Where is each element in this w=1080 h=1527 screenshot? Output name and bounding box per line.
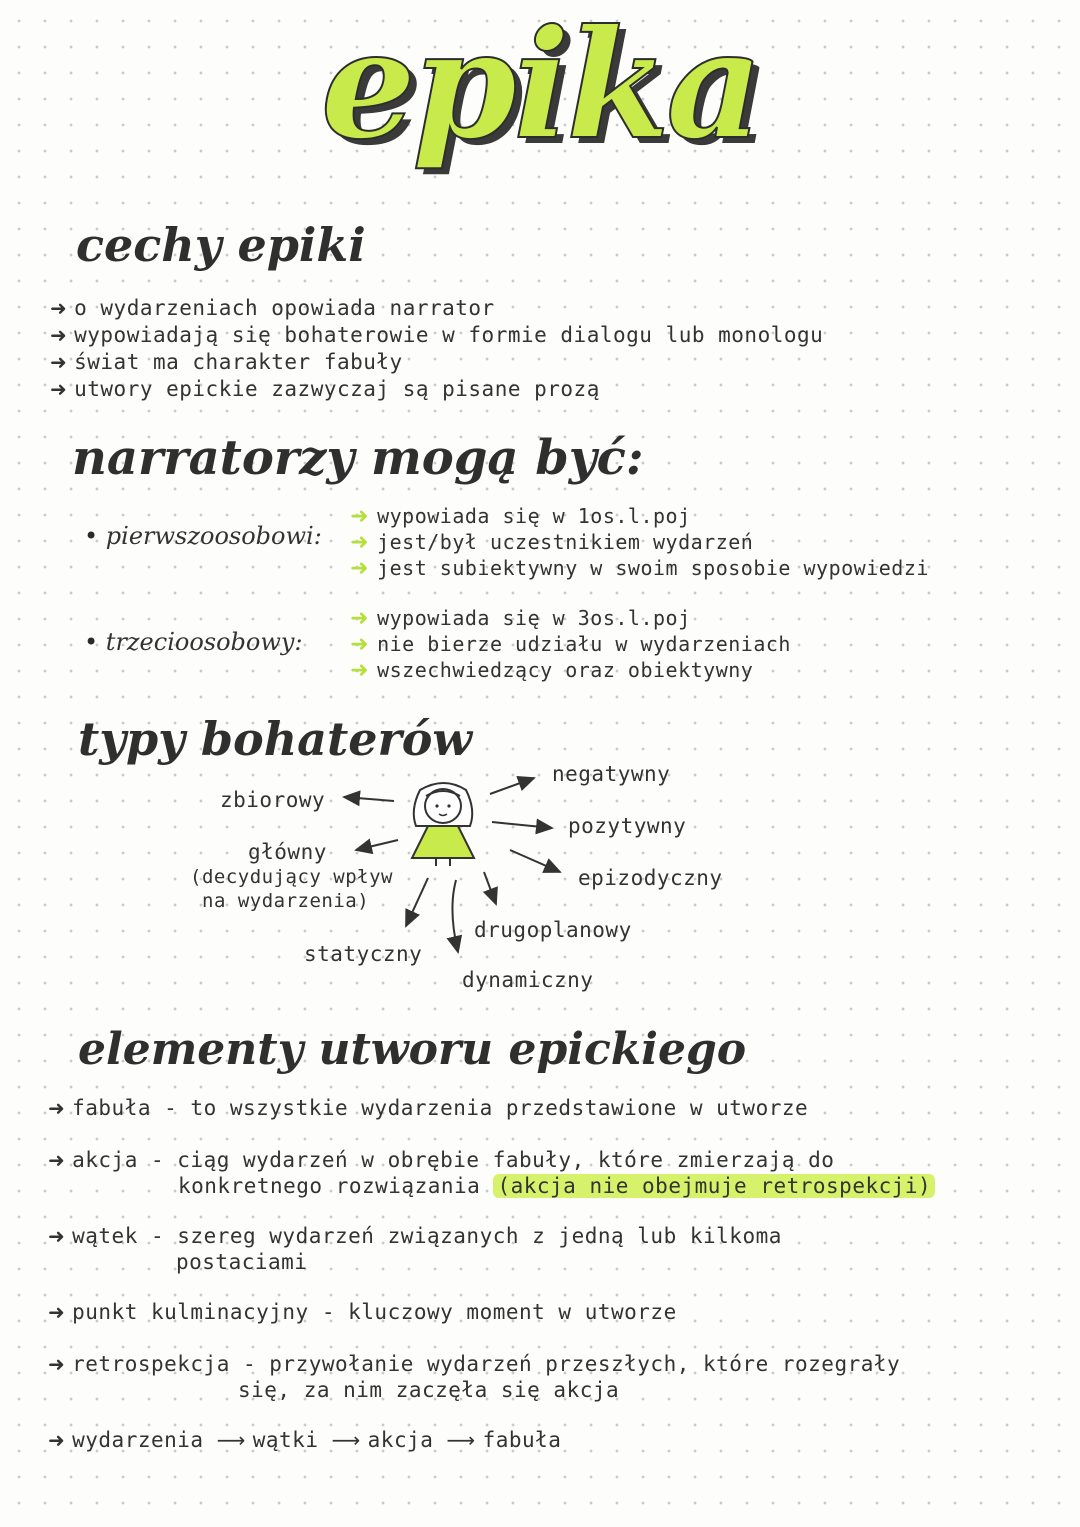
element-term: wątek	[72, 1224, 138, 1248]
narrator-first-label: pierwszoosobowi:	[105, 522, 322, 550]
element-term: fabuła	[72, 1096, 151, 1120]
elements-heading: elementy utworu epickiego	[78, 1024, 747, 1075]
element-akcja-cont: konkretnego rozwiązania (akcja nie obejmuje retrospekcji)	[178, 1174, 935, 1198]
element-term: punkt kulminacyjny	[72, 1300, 309, 1324]
chain-item: wydarzenia	[72, 1428, 204, 1452]
list-item: ➜ jest subiektywny w swoim sposobie wypowiedzi	[350, 556, 929, 581]
element-definition: - przywołanie wydarzeń przeszłych, które rozegrały	[243, 1352, 901, 1376]
narrators-heading: narratorzy mogą być:	[72, 430, 644, 486]
element-definition: - ciąg wydarzeń w obrębie fabuły, które zmierzają do	[151, 1148, 835, 1172]
highlight-note: (akcja nie obejmuje retrospekcji)	[493, 1174, 935, 1198]
character-icon	[412, 783, 474, 866]
chain-item: fabuła	[482, 1428, 562, 1452]
element-watek: ➜ wątek - szereg wydarzeń związanych z jedną lub kilkoma	[48, 1224, 782, 1248]
hero-type-episodic: epizodyczny	[578, 866, 723, 890]
hero-type-negative: negatywny	[552, 762, 671, 786]
hero-type-secondary: drugoplanowy	[474, 918, 632, 942]
features-heading: cechy epiki	[76, 218, 366, 272]
element-chain: ➜ wydarzenia ⟶ wątki ⟶ akcja ⟶ fabuła	[48, 1428, 562, 1452]
narrator-third-label: trzecioosobowy:	[105, 628, 303, 656]
heroes-heading: typy bohaterów	[78, 712, 473, 766]
element-definition: - szereg wydarzeń związanych z jedną lub kilkoma	[151, 1224, 782, 1248]
list-item: ➜ o wydarzeniach opowiada narrator	[50, 296, 495, 320]
element-retro: ➜ retrospekcja - przywołanie wydarzeń przeszłych, które rozegrały	[48, 1352, 901, 1376]
element-term: akcja	[72, 1148, 138, 1172]
hero-type-dynamic: dynamiczny	[462, 968, 594, 992]
hero-type-positive: pozytywny	[568, 814, 687, 838]
element-punkt: ➜ punkt kulminacyjny - kluczowy moment w utworze	[48, 1300, 677, 1324]
chain-item: akcja	[367, 1428, 434, 1452]
hero-type-static: statyczny	[304, 942, 423, 966]
list-item: ➜ wypowiada się w 1os.l.poj	[350, 504, 691, 529]
list-item: ➜ wypowiada się w 3os.l.poj	[350, 606, 691, 631]
hero-type-collective: zbiorowy	[220, 788, 326, 812]
hero-type-main: główny	[248, 840, 327, 864]
list-item: ➜ jest/był uczestnikiem wydarzeń	[350, 530, 754, 555]
narrator-first: • pierwszoosobowi:	[84, 522, 322, 550]
chain-item: wątki	[252, 1428, 319, 1452]
element-fabula: ➜ fabuła - to wszystkie wydarzenia przedstawione w utworze	[48, 1096, 809, 1120]
page-title: epika	[320, 0, 760, 173]
hero-type-main-note: na wydarzenia)	[202, 890, 370, 912]
element-akcja: ➜ akcja - ciąg wydarzeń w obrębie fabuły, które zmierzają do	[48, 1148, 835, 1172]
element-term: retrospekcja	[72, 1352, 230, 1376]
list-item: ➜ nie bierze udziału w wydarzeniach	[350, 632, 791, 657]
element-watek-cont: postaciami	[176, 1250, 308, 1274]
list-item: ➜ świat ma charakter fabuły	[50, 350, 403, 374]
narrator-third: • trzecioosobowy:	[84, 628, 303, 656]
list-item: ➜ wypowiadają się bohaterowie w formie dialogu lub monologu	[50, 323, 824, 347]
hero-type-main-note: (decydujący wpływ	[190, 866, 393, 888]
element-retro-cont: się, za nim zaczęła się akcja	[238, 1378, 620, 1402]
element-definition: - to wszystkie wydarzenia przedstawione w utworze	[164, 1096, 809, 1120]
list-item: ➜ utwory epickie zazwyczaj są pisane prozą	[50, 377, 600, 401]
list-item: ➜ wszechwiedzący oraz obiektywny	[350, 658, 754, 683]
element-definition: - kluczowy moment w utworze	[321, 1300, 677, 1324]
